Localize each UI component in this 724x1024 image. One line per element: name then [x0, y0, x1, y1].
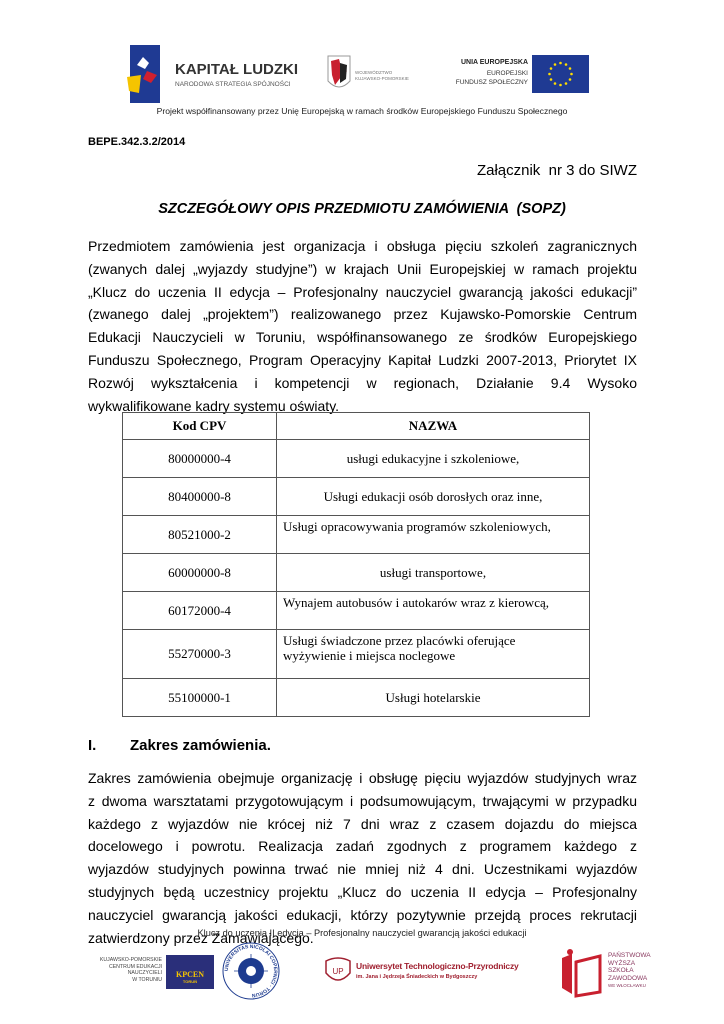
column-header-code: Kod CPV	[123, 413, 277, 440]
umk-seal-text-path: UNIVERSITAS NICOLAI COPERNICI · TORUŃ	[223, 943, 279, 999]
table-row	[123, 592, 590, 630]
cpv-name: Wynajem autobusów i autokarów wraz z kierowcą,	[277, 592, 590, 630]
pwsz-line: PAŃSTWOWA	[608, 952, 651, 959]
intro-line: (zwanego dalej „projektem”) realizowanego przez Kujawsko-Pomorskie Centrum	[88, 306, 637, 323]
document-title: SZCZEGÓŁOWY OPIS PRZEDMIOTU ZAMÓWIENIA (SOPZ)	[158, 201, 566, 217]
pwsz-logo	[558, 948, 658, 998]
svg-text:UP: UP	[332, 967, 344, 976]
utp-title: Uniwersytet Technologiczno-Przyrodniczy	[356, 961, 519, 971]
utp-logo	[324, 957, 544, 987]
table-header-row	[123, 413, 590, 440]
kpcen-badge-text: KPCEN	[176, 970, 204, 979]
intro-line: Funduszu Społecznego, Program Operacyjny Kapitał Ludzki 2007-2013, Priorytet IX	[88, 351, 637, 368]
cpv-code: 60000000-8	[123, 554, 277, 592]
section-number: I.	[88, 737, 97, 754]
cofinance-note: Projekt współfinansowany przez Unię Europejską w ramach środków Europejskiego Funduszu Społecznego	[156, 106, 568, 116]
umk-seal-icon	[222, 942, 280, 1000]
kapital-ludzki-subtitle: NARODOWA STRATEGIA SPÓJNOŚCI	[175, 81, 291, 88]
umk-seal	[222, 942, 280, 1000]
kpcen-line: NAUCZYCIELI	[127, 970, 162, 976]
table-row	[123, 679, 590, 717]
pwsz-line: SZKOŁA	[608, 967, 634, 974]
table-row	[123, 478, 590, 516]
cpv-name	[277, 630, 590, 679]
footer-project-name: Klucz do uczenia II edycja – Profesjonalny nauczyciel gwarancją jakości edukacji	[197, 928, 527, 938]
intro-line: Przedmiotem zamówienia jest organizacja i obsługa pięciu szkoleń zagranicznych	[88, 238, 637, 254]
intro-line: (zwanych dalej „wyjazdy studyjne”) w krajach Unii Europejskiej w ramach projektu	[88, 260, 637, 277]
cpv-code: 80000000-4	[123, 440, 277, 478]
scope-line: Zakres zamówienia obejmuje organizację i obsługę pięciu wyjazdów studyjnych wraz	[88, 770, 637, 786]
scope-paragraph	[88, 767, 637, 949]
scope-line: docelowego i powrotu. Realizacja zadań zgodnych z programem każdego z	[88, 838, 637, 855]
kpcen-badge-sub: TORUŃ	[182, 979, 198, 984]
kpcen-logo	[86, 955, 216, 991]
cpv-table	[122, 412, 590, 717]
cpv-code: 80400000-8	[123, 478, 277, 516]
column-header-name: NAZWA	[277, 413, 590, 440]
utp-crest-icon	[324, 957, 352, 987]
eu-fund-line3: FUNDUSZ SPOŁECZNY	[455, 79, 528, 86]
eu-title: UNIA EUROPEJSKA	[460, 59, 528, 66]
wojewodztwo-logo	[327, 55, 437, 95]
cpv-name: usługi edukacyjne i szkoleniowe,	[277, 440, 590, 478]
cpv-name: usługi transportowe,	[277, 554, 590, 592]
pwsz-text	[608, 952, 651, 990]
scope-line: z dwoma warsztatami przygotowującym i podsumowującym, trwającymi w przypadku	[88, 792, 637, 809]
eu-flag-icon	[532, 55, 589, 93]
table-row	[123, 516, 590, 554]
cpv-name-line: Usługi świadczone przez placówki oferujące	[283, 633, 516, 648]
document-reference: BEPE.342.3.2/2014	[88, 136, 186, 148]
table-row	[123, 440, 590, 478]
pwsz-line: WE WŁOCŁAWKU	[608, 983, 646, 988]
cpv-name-line: wyżywienie i miejsca noclegowe	[283, 648, 456, 663]
kpcen-text	[100, 957, 162, 983]
eu-logo	[440, 55, 590, 95]
kapital-ludzki-title: KAPITAŁ LUDZKI	[175, 61, 299, 78]
eu-fund-line2: EUROPEJSKI	[486, 70, 528, 77]
intro-line: wykwalifikowane kadry systemu oświaty.	[88, 397, 340, 414]
scope-line: wyjazdów studyjnych powinna trwać nie mniej niż 4 dni. Uczestnikami wyjazdów	[88, 861, 637, 878]
intro-line: „Klucz do uczenia II edycja – Profesjonalny nauczyciel gwarancją jakości edukacji”	[88, 283, 637, 300]
cpv-name: Usługi hotelarskie	[277, 679, 590, 717]
scope-line: studyjnych będą uczestnicy projektu „Klucz do uczenia II edycja – Profesjonalny	[88, 883, 637, 900]
wojewodztwo-line1: WOJEWÓDZTWO	[355, 70, 393, 75]
utp-subtitle: im. Jana i Jędrzeja Śniadeckich w Bydgoszczy	[356, 974, 478, 980]
kpcen-line: KUJAWSKO-POMORSKIE	[99, 957, 162, 963]
scope-line: każdego z wyjazdów nie krócej niż 7 dni wraz z czasem dojazdu do miejsca	[88, 815, 637, 832]
section-title: Zakres zamówienia.	[130, 737, 271, 754]
pwsz-line: ZAWODOWA	[608, 974, 648, 982]
wojewodztwo-line2: KUJAWSKO-POMORSKIE	[355, 76, 409, 81]
kpcen-line: CENTRUM EDUKACJI	[108, 963, 162, 970]
intro-line: Rozwój wykształcenia i kompetencji w regionach, Działanie 9.4 Wysoko	[88, 374, 637, 391]
pwsz-line: WYŻSZA	[608, 959, 636, 967]
griffin-crest-icon	[327, 55, 351, 93]
scope-line: zatwierdzony przez Zamawiającego.	[88, 929, 314, 946]
cpv-code: 55100000-1	[123, 679, 277, 717]
kapital-ludzki-logo	[125, 45, 305, 103]
intro-paragraph	[88, 235, 637, 417]
attachment-label: Załącznik nr 3 do SIWZ	[476, 162, 637, 179]
cpv-code: 55270000-3	[123, 630, 277, 679]
cpv-code: 80521000-2	[123, 516, 277, 554]
kpcen-line: W TORUNIU	[132, 976, 162, 983]
cpv-name: Usługi edukacji osób dorosłych oraz inne,	[277, 478, 590, 516]
pwsz-emblem-icon	[558, 948, 604, 998]
table-row	[123, 630, 590, 679]
kpcen-badge	[166, 955, 214, 989]
table-row	[123, 554, 590, 592]
scope-line: nauczyciel gwarancją jakości edukacji, którzy pozytywnie przejdą proces rekrutacji	[88, 906, 637, 923]
kapital-ludzki-emblem-icon	[125, 45, 165, 103]
intro-line: Edukacji Nauczycieli w Toruniu, współfinansowanego ze środków Europejskiego	[88, 329, 637, 346]
cpv-name: Usługi opracowywania programów szkoleniowych,	[277, 516, 590, 554]
cpv-code: 60172000-4	[123, 592, 277, 630]
